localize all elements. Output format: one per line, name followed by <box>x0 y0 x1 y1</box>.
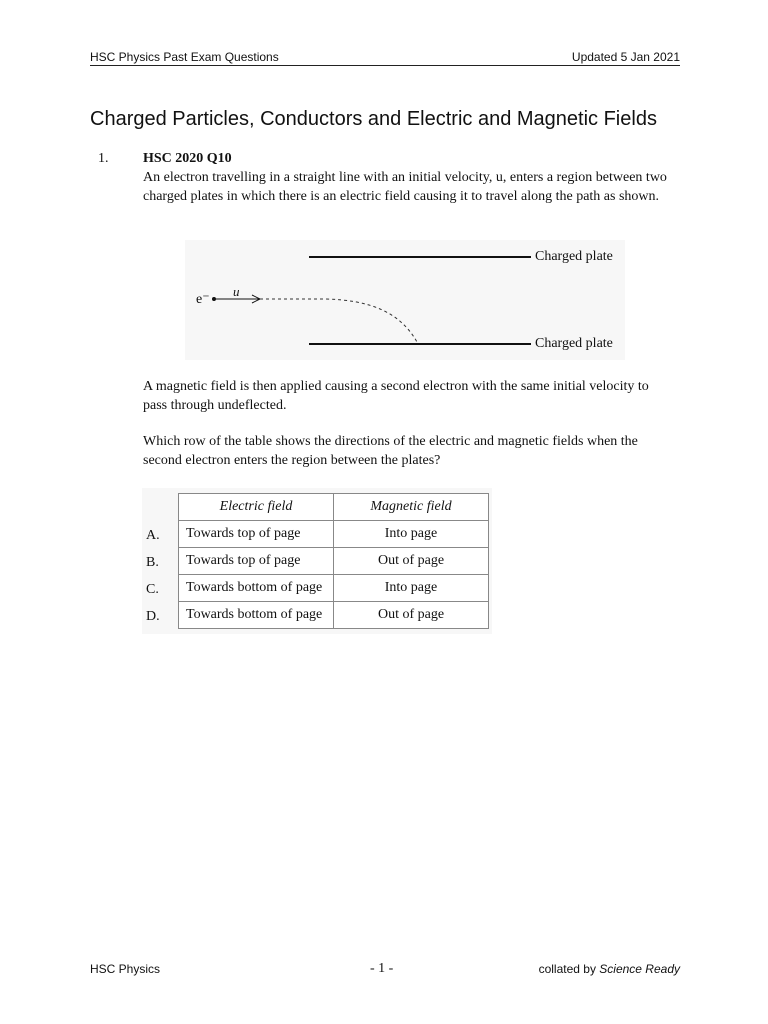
option-letter-a: A. <box>146 528 160 543</box>
cell-electric: Towards top of page <box>179 548 334 575</box>
question-follow-up: A magnetic field is then applied causing a second electron with the same initial velocity to pass through undeflected. <box>143 379 649 413</box>
footer-left: HSC Physics <box>90 962 161 976</box>
footer-right-prefix: collated by <box>538 962 600 976</box>
answer-table <box>178 493 489 629</box>
option-letter-d: D. <box>146 609 160 624</box>
table-header-row <box>179 494 489 521</box>
header-left: HSC Physics Past Exam Questions <box>90 50 279 64</box>
page-number: - 1 - <box>370 961 394 976</box>
header-electric-field: Electric field <box>179 494 334 521</box>
question-intro: An electron travelling in a straight line with an initial velocity, u, enters a region between two charged plates in which there is an electric field causing it to travel along the path as shown. <box>143 170 667 204</box>
top-plate-label: Charged plate <box>535 249 613 264</box>
cell-magnetic: Into page <box>334 575 489 602</box>
header-magnetic-field: Magnetic field <box>334 494 489 521</box>
cell-electric: Towards bottom of page <box>179 602 334 629</box>
cell-electric: Towards top of page <box>179 521 334 548</box>
option-letter-b: B. <box>146 555 159 570</box>
option-letter-c: C. <box>146 582 159 597</box>
cell-magnetic: Into page <box>334 521 489 548</box>
question-prompt: Which row of the table shows the directions of the electric and magnetic fields when the second electron enters the region between the plates? <box>143 434 638 468</box>
velocity-label: u <box>233 284 240 299</box>
table-row <box>179 548 489 575</box>
table-row <box>179 602 489 629</box>
cell-magnetic: Out of page <box>334 602 489 629</box>
page-header <box>90 46 680 66</box>
bottom-plate-label: Charged plate <box>535 336 613 351</box>
question-number: 1. <box>98 151 109 166</box>
electron-path <box>260 299 417 342</box>
charged-plates-diagram <box>185 240 625 360</box>
electron-label: e⁻ <box>196 292 210 307</box>
electron-dot <box>212 297 216 301</box>
footer-right-brand: Science Ready <box>599 962 680 976</box>
footer-right <box>539 962 680 976</box>
cell-electric: Towards bottom of page <box>179 575 334 602</box>
header-right: Updated 5 Jan 2021 <box>571 50 680 64</box>
table-row <box>179 521 489 548</box>
table-row <box>179 575 489 602</box>
question-heading: HSC 2020 Q10 <box>143 151 232 166</box>
page-title: Charged Particles, Conductors and Electric and Magnetic Fields <box>90 108 657 130</box>
cell-magnetic: Out of page <box>334 548 489 575</box>
